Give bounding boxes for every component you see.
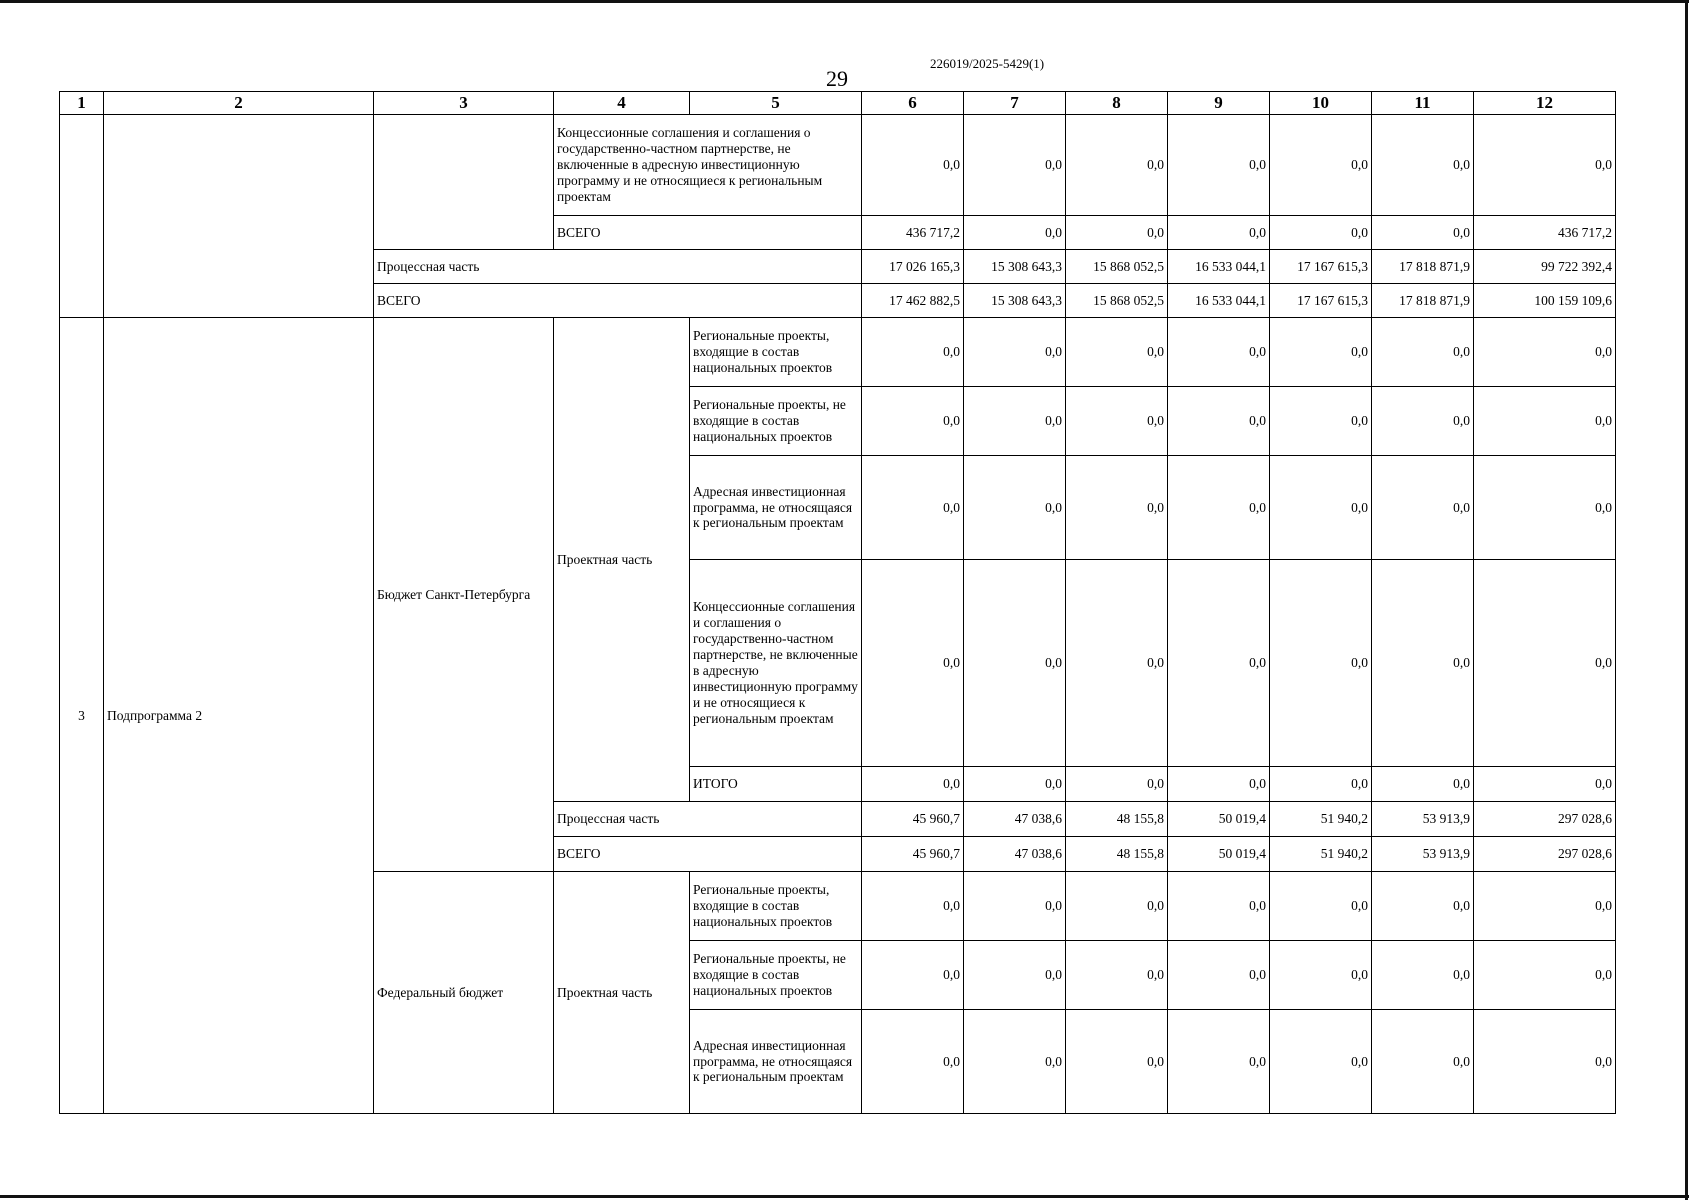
value-cell: 0,0 <box>1474 872 1616 941</box>
value-cell: 0,0 <box>1066 941 1168 1010</box>
row-label-regional-in: Региональные проекты, входящие в состав национальных проектов <box>690 872 862 941</box>
row-label-itogo: ИТОГО <box>690 767 862 802</box>
column-number: 4 <box>554 92 690 115</box>
value-cell: 48 155,8 <box>1066 802 1168 837</box>
value-cell: 0,0 <box>1474 387 1616 456</box>
value-cell: 0,0 <box>964 1010 1066 1114</box>
value-cell: 0,0 <box>1474 560 1616 767</box>
value-cell: 47 038,6 <box>964 837 1066 872</box>
value-cell: 0,0 <box>1270 1010 1372 1114</box>
value-cell: 0,0 <box>1168 387 1270 456</box>
row-label-process: Процессная часть <box>554 802 862 837</box>
value-cell: 0,0 <box>1066 216 1168 250</box>
value-cell: 0,0 <box>1270 318 1372 387</box>
row-label-regional-out: Региональные проекты, не входящие в состав национальных проектов <box>690 387 862 456</box>
value-cell: 100 159 109,6 <box>1474 284 1616 318</box>
column-number: 7 <box>964 92 1066 115</box>
value-cell: 0,0 <box>1168 941 1270 1010</box>
value-cell: 0,0 <box>1474 767 1616 802</box>
value-cell: 0,0 <box>1270 767 1372 802</box>
part-label-project: Проектная часть <box>554 872 690 1114</box>
value-cell: 0,0 <box>964 872 1066 941</box>
row-number: 3 <box>60 318 104 1114</box>
value-cell: 0,0 <box>1168 767 1270 802</box>
value-cell: 53 913,9 <box>1372 802 1474 837</box>
row-label-vsego: ВСЕГО <box>554 216 862 250</box>
value-cell: 0,0 <box>1474 318 1616 387</box>
value-cell: 0,0 <box>1168 872 1270 941</box>
value-cell: 47 038,6 <box>964 802 1066 837</box>
value-cell: 45 960,7 <box>862 837 964 872</box>
value-cell: 0,0 <box>1372 941 1474 1010</box>
value-cell: 17 167 615,3 <box>1270 250 1372 284</box>
value-cell: 0,0 <box>1066 456 1168 560</box>
value-cell: 0,0 <box>1066 318 1168 387</box>
value-cell: 0,0 <box>1168 318 1270 387</box>
value-cell: 51 940,2 <box>1270 837 1372 872</box>
value-cell: 297 028,6 <box>1474 837 1616 872</box>
value-cell: 0,0 <box>964 941 1066 1010</box>
value-cell: 0,0 <box>964 387 1066 456</box>
value-cell: 0,0 <box>862 560 964 767</box>
value-cell: 0,0 <box>862 318 964 387</box>
value-cell: 0,0 <box>1168 1010 1270 1114</box>
value-cell: 0,0 <box>1168 560 1270 767</box>
value-cell: 0,0 <box>862 1010 964 1114</box>
value-cell: 0,0 <box>1066 767 1168 802</box>
value-cell: 436 717,2 <box>1474 216 1616 250</box>
column-number: 9 <box>1168 92 1270 115</box>
column-number: 12 <box>1474 92 1616 115</box>
value-cell: 16 533 044,1 <box>1168 284 1270 318</box>
column-number: 5 <box>690 92 862 115</box>
value-cell: 0,0 <box>1168 456 1270 560</box>
value-cell: 0,0 <box>1066 387 1168 456</box>
value-cell: 0,0 <box>1270 115 1372 216</box>
value-cell: 51 940,2 <box>1270 802 1372 837</box>
value-cell: 0,0 <box>1270 941 1372 1010</box>
row-label-process: Процессная часть <box>374 250 862 284</box>
value-cell: 0,0 <box>964 456 1066 560</box>
table-row <box>60 318 1616 387</box>
column-number: 2 <box>104 92 374 115</box>
value-cell: 0,0 <box>1270 560 1372 767</box>
value-cell: 0,0 <box>1066 872 1168 941</box>
value-cell: 0,0 <box>1372 387 1474 456</box>
value-cell: 17 167 615,3 <box>1270 284 1372 318</box>
value-cell: 0,0 <box>1066 1010 1168 1114</box>
row-label-concession: Концессионные соглашения и соглашения о государственно-частном партнерстве, не включенные в адресную инвестиционную программу и не относящиеся к региональным проектам <box>554 115 862 216</box>
table-cell-empty <box>374 115 554 250</box>
value-cell: 99 722 392,4 <box>1474 250 1616 284</box>
value-cell: 0,0 <box>1066 115 1168 216</box>
value-cell: 17 818 871,9 <box>1372 250 1474 284</box>
value-cell: 0,0 <box>964 115 1066 216</box>
value-cell: 0,0 <box>1372 216 1474 250</box>
value-cell: 0,0 <box>862 387 964 456</box>
value-cell: 0,0 <box>1474 941 1616 1010</box>
budget-source-federal: Федеральный бюджет <box>374 872 554 1114</box>
value-cell: 15 308 643,3 <box>964 284 1066 318</box>
value-cell: 0,0 <box>1372 560 1474 767</box>
value-cell: 0,0 <box>1372 872 1474 941</box>
budget-source-spb: Бюджет Санкт-Петербурга <box>374 318 554 872</box>
value-cell: 0,0 <box>862 115 964 216</box>
value-cell: 17 462 882,5 <box>862 284 964 318</box>
value-cell: 0,0 <box>1270 216 1372 250</box>
value-cell: 0,0 <box>964 216 1066 250</box>
value-cell: 50 019,4 <box>1168 802 1270 837</box>
subprogram-name: Подпрограмма 2 <box>104 318 374 1114</box>
value-cell: 15 308 643,3 <box>964 250 1066 284</box>
value-cell: 17 818 871,9 <box>1372 284 1474 318</box>
scan-border-top <box>0 0 1689 3</box>
value-cell: 0,0 <box>964 318 1066 387</box>
value-cell: 53 913,9 <box>1372 837 1474 872</box>
value-cell: 0,0 <box>1372 456 1474 560</box>
value-cell: 15 868 052,5 <box>1066 250 1168 284</box>
value-cell: 0,0 <box>1372 115 1474 216</box>
value-cell: 297 028,6 <box>1474 802 1616 837</box>
value-cell: 0,0 <box>1168 216 1270 250</box>
page-number: 29 <box>826 66 848 91</box>
value-cell: 0,0 <box>862 941 964 1010</box>
scan-border-right <box>1685 0 1688 1200</box>
value-cell: 0,0 <box>1372 767 1474 802</box>
column-number: 1 <box>60 92 104 115</box>
row-label-regional-out: Региональные проекты, не входящие в состав национальных проектов <box>690 941 862 1010</box>
value-cell: 0,0 <box>862 456 964 560</box>
document-id: 226019/2025-5429(1) <box>930 56 1045 71</box>
column-number-row <box>60 92 1616 115</box>
value-cell: 0,0 <box>1474 115 1616 216</box>
row-label-regional-in: Региональные проекты, входящие в состав национальных проектов <box>690 318 862 387</box>
row-label-address-program: Адресная инвестиционная программа, не относящаяся к региональным проектам <box>690 456 862 560</box>
value-cell: 0,0 <box>1372 318 1474 387</box>
value-cell: 436 717,2 <box>862 216 964 250</box>
row-label-vsego: ВСЕГО <box>554 837 862 872</box>
value-cell: 0,0 <box>1168 115 1270 216</box>
column-number: 11 <box>1372 92 1474 115</box>
value-cell: 0,0 <box>862 767 964 802</box>
row-label-concession: Концессионные соглашения и соглашения о государственно-частном партнерстве, не включенные в адресную инвестиционную программу и не относящиеся к региональным проектам <box>690 560 862 767</box>
value-cell: 48 155,8 <box>1066 837 1168 872</box>
value-cell: 0,0 <box>1474 456 1616 560</box>
table-cell-empty <box>60 115 104 318</box>
value-cell: 0,0 <box>1474 1010 1616 1114</box>
table-cell-empty <box>104 115 374 318</box>
value-cell: 0,0 <box>1372 1010 1474 1114</box>
row-label-vsego: ВСЕГО <box>374 284 862 318</box>
scan-border-bottom <box>0 1195 1689 1198</box>
column-number: 6 <box>862 92 964 115</box>
part-label-project: Проектная часть <box>554 318 690 802</box>
row-label-address-program: Адресная инвестиционная программа, не относящаяся к региональным проектам <box>690 1010 862 1114</box>
value-cell: 0,0 <box>1270 456 1372 560</box>
budget-table <box>59 91 1616 1114</box>
value-cell: 0,0 <box>1066 560 1168 767</box>
value-cell: 0,0 <box>1270 872 1372 941</box>
value-cell: 17 026 165,3 <box>862 250 964 284</box>
value-cell: 0,0 <box>1270 387 1372 456</box>
column-number: 8 <box>1066 92 1168 115</box>
value-cell: 50 019,4 <box>1168 837 1270 872</box>
value-cell: 45 960,7 <box>862 802 964 837</box>
value-cell: 0,0 <box>964 767 1066 802</box>
column-number: 3 <box>374 92 554 115</box>
value-cell: 0,0 <box>964 560 1066 767</box>
value-cell: 0,0 <box>862 872 964 941</box>
value-cell: 16 533 044,1 <box>1168 250 1270 284</box>
column-number: 10 <box>1270 92 1372 115</box>
table-row <box>60 115 1616 216</box>
value-cell: 15 868 052,5 <box>1066 284 1168 318</box>
